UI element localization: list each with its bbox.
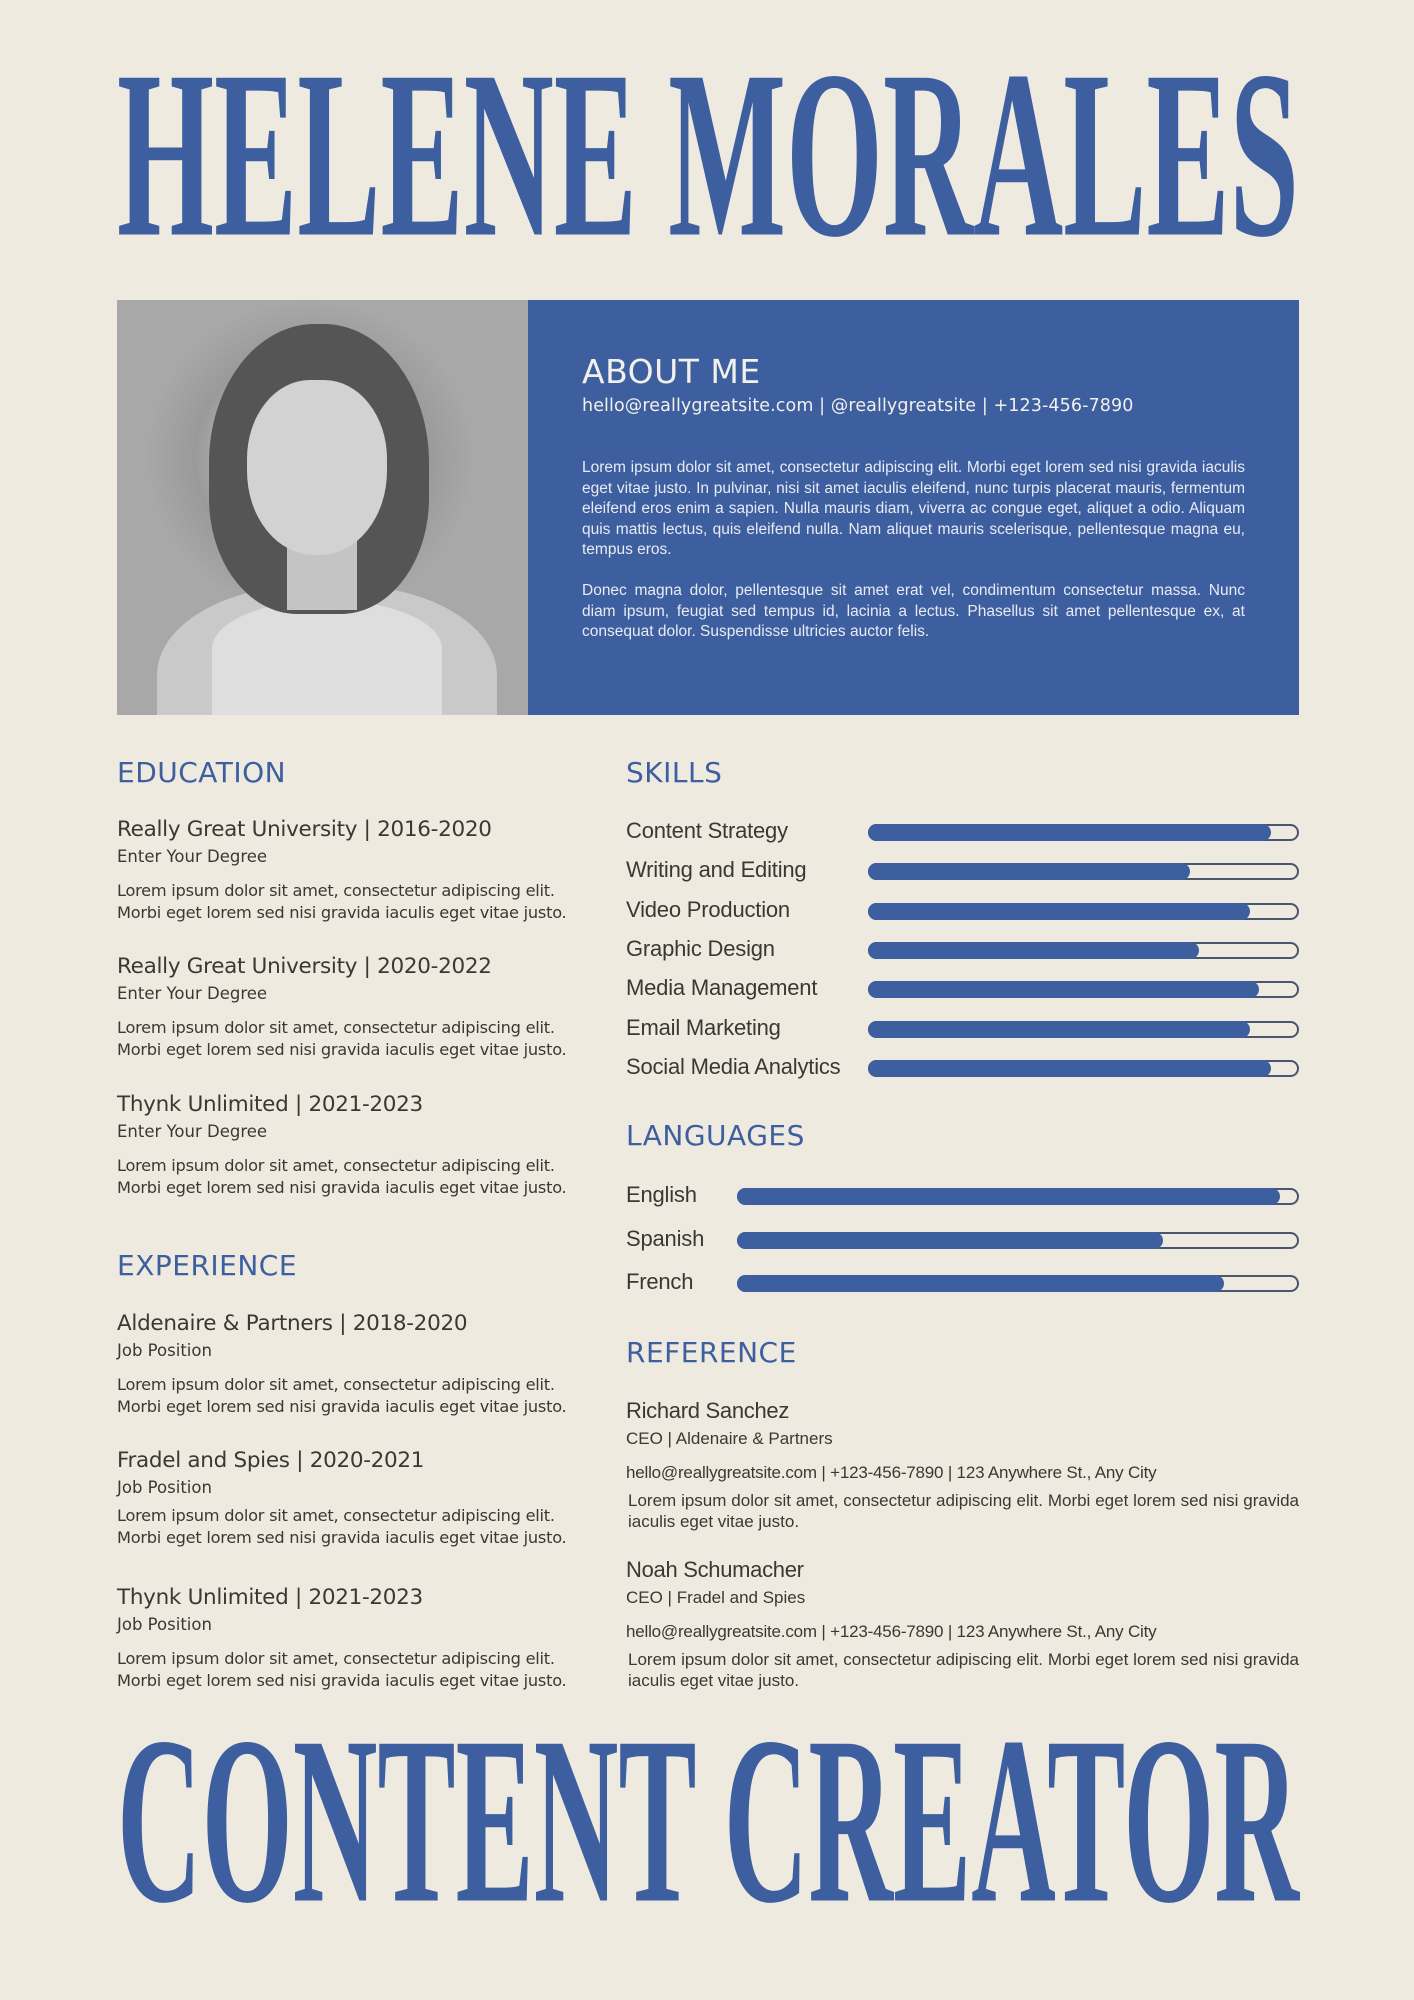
reference-contact: hello@reallygreatsite.com | +123-456-7890 | 123 Anywhere St., Any City [626, 1622, 1157, 1641]
language-progress-fill [737, 1232, 1163, 1249]
about-me-panel [528, 300, 1299, 715]
skill-row [626, 973, 1299, 1003]
skill-progress-bar [868, 1060, 1299, 1077]
skill-progress-bar [868, 1021, 1299, 1038]
skill-progress-fill [868, 1060, 1271, 1077]
skill-progress-bar [868, 942, 1299, 959]
education-degree: Enter Your Degree [117, 847, 268, 866]
job-position: Job Position [117, 1478, 212, 1497]
reference-description: Lorem ipsum dolor sit amet, consectetur adipiscing elit. Morbi eget lorem sed nisi gravida iaculis eget vitae justo. [628, 1491, 1299, 1531]
skill-label: Writing and Editing [626, 857, 807, 883]
experience-description [117, 1505, 567, 1549]
description-line: Lorem ipsum dolor sit amet, consectetur adipiscing elit. [117, 881, 555, 900]
experience-heading: EXPERIENCE [117, 1249, 298, 1282]
description-line: Lorem ipsum dolor sit amet, consectetur adipiscing elit. [117, 1649, 555, 1668]
education-degree: Enter Your Degree [117, 984, 268, 1003]
job-position: Job Position [117, 1615, 212, 1634]
skill-progress-bar [868, 863, 1299, 880]
experience-title: Fradel and Spies | 2020-2021 [117, 1448, 425, 1473]
photo-top-shape [212, 600, 442, 715]
experience-entry [117, 1310, 567, 1418]
education-description [117, 1017, 567, 1061]
education-entry [117, 953, 567, 1061]
language-progress-fill [737, 1188, 1280, 1205]
reference-contact: hello@reallygreatsite.com | +123-456-7890 | 123 Anywhere St., Any City [626, 1463, 1157, 1482]
education-heading: EDUCATION [117, 756, 287, 789]
education-title: Really Great University | 2020-2022 [117, 954, 492, 979]
education-entry [117, 816, 567, 924]
skill-row [626, 1013, 1299, 1043]
language-label: Spanish [626, 1225, 705, 1251]
education-degree: Enter Your Degree [117, 1122, 268, 1141]
skill-label: Social Media Analytics [626, 1053, 841, 1079]
skill-progress-fill [868, 863, 1190, 880]
reference-description: Lorem ipsum dolor sit amet, consectetur adipiscing elit. Morbi eget lorem sed nisi gravida iaculis eget vitae justo. [628, 1650, 1299, 1690]
reference-name: Richard Sanchez [626, 1398, 790, 1423]
skill-row [626, 895, 1299, 925]
resume-name-title [117, 21, 1299, 287]
reference-heading: REFERENCE [626, 1336, 797, 1369]
languages-heading: LANGUAGES [626, 1119, 805, 1152]
about-paragraph-2: Donec magna dolor, pellentesque sit amet erat vel, condimentum consectetur massa. Nunc diam ipsum, feugiat sed tempus id, lacinia a lectus. Phasellus sit amet pellentesque ex, at consequat dolor. Suspendisse ultricies auctor felis. [582, 581, 1245, 641]
description-line: Morbi eget lorem sed nisi gravida iaculis eget vitae justo. [117, 1528, 567, 1547]
experience-title: Thynk Unlimited | 2021-2023 [117, 1585, 423, 1610]
skills-heading: SKILLS [626, 756, 723, 789]
education-description [117, 880, 567, 924]
language-progress-fill [737, 1275, 1224, 1292]
description-line: Morbi eget lorem sed nisi gravida iaculis eget vitae justo. [117, 1397, 567, 1416]
reference-name: Noah Schumacher [626, 1557, 804, 1582]
language-label: French [626, 1269, 694, 1294]
education-title: Thynk Unlimited | 2021-2023 [117, 1092, 423, 1117]
about-contact-line: hello@reallygreatsite.com | @reallygreatsite | +123-456-7890 [582, 396, 1134, 416]
job-title-text: CONTENT CREATOR [117, 1687, 1299, 1953]
experience-title: Aldenaire & Partners | 2018-2020 [117, 1311, 468, 1336]
language-label: English [626, 1182, 697, 1207]
photo-face-shape [247, 380, 387, 555]
language-row [626, 1224, 1299, 1254]
skill-label: Media Management [626, 975, 818, 1001]
experience-description [117, 1374, 567, 1418]
description-line: Lorem ipsum dolor sit amet, consectetur adipiscing elit. [117, 1156, 555, 1175]
language-row [626, 1180, 1299, 1210]
reference-entry [626, 1397, 1299, 1532]
job-title-banner [117, 1687, 1299, 1953]
skill-row [626, 855, 1299, 885]
profile-photo [117, 300, 528, 715]
skill-progress-fill [868, 981, 1259, 998]
experience-description [117, 1648, 567, 1692]
description-line: Morbi eget lorem sed nisi gravida iaculis eget vitae justo. [117, 1178, 567, 1197]
language-row [626, 1267, 1299, 1297]
education-entry [117, 1091, 567, 1199]
job-position: Job Position [117, 1341, 212, 1360]
reference-entry [626, 1556, 1299, 1691]
skill-progress-fill [868, 942, 1199, 959]
skill-row [626, 1052, 1299, 1082]
language-progress-bar [737, 1232, 1299, 1249]
language-progress-bar [737, 1275, 1299, 1292]
skill-progress-fill [868, 1021, 1250, 1038]
description-line: Morbi eget lorem sed nisi gravida iaculis eget vitae justo. [117, 903, 567, 922]
reference-role: CEO | Fradel and Spies [626, 1588, 806, 1607]
skill-progress-fill [868, 903, 1250, 920]
description-line: Morbi eget lorem sed nisi gravida iaculis eget vitae justo. [117, 1040, 567, 1059]
skill-label: Content Strategy [626, 818, 788, 843]
language-progress-bar [737, 1188, 1299, 1205]
reference-role: CEO | Aldenaire & Partners [626, 1429, 833, 1448]
about-paragraph-1: Lorem ipsum dolor sit amet, consectetur adipiscing elit. Morbi eget lorem sed nisi gravida iaculis eget vitae justo. In pulvinar, nisi sit amet iaculis eleifend, nunc turpis placerat mauris, fermentum eleifend eros enim a sapien. Nulla mauris diam, viverra ac congue eget, aliquet a odio. Aliquam quis mattis lectus, quis eleifend nulla. Nam aliquet mauris scelerisque, pellentesque magna eu, tempus eros. [582, 459, 1245, 559]
skill-progress-fill [868, 824, 1271, 841]
skill-progress-bar [868, 903, 1299, 920]
description-line: Lorem ipsum dolor sit amet, consectetur adipiscing elit. [117, 1375, 555, 1394]
skill-row [626, 934, 1299, 964]
about-heading: ABOUT ME [582, 352, 761, 391]
description-line: Morbi eget lorem sed nisi gravida iaculis eget vitae justo. [117, 1671, 567, 1690]
experience-entry [117, 1447, 567, 1549]
education-description [117, 1155, 567, 1199]
description-line: Lorem ipsum dolor sit amet, consectetur adipiscing elit. [117, 1018, 555, 1037]
skill-label: Video Production [626, 896, 790, 922]
experience-entry [117, 1584, 567, 1692]
education-title: Really Great University | 2016-2020 [117, 817, 492, 842]
name-text: HELENE MORALES [117, 21, 1299, 287]
skill-progress-bar [868, 981, 1299, 998]
skill-label: Graphic Design [626, 935, 775, 961]
skill-progress-bar [868, 824, 1299, 841]
description-line: Lorem ipsum dolor sit amet, consectetur adipiscing elit. [117, 1506, 555, 1525]
skill-row [626, 816, 1299, 846]
skill-label: Email Marketing [626, 1014, 781, 1040]
